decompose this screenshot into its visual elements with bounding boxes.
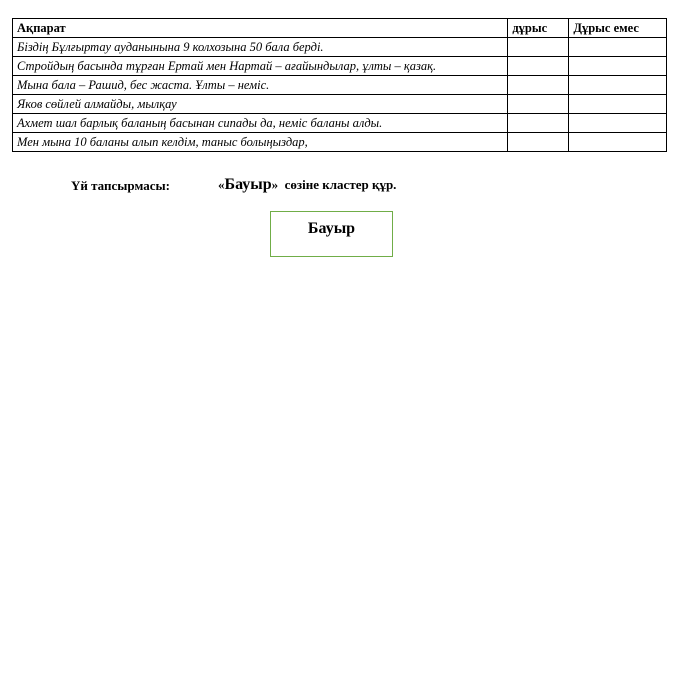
- homework-task: [218, 175, 396, 195]
- table-row: [13, 38, 667, 57]
- false-answer-cell[interactable]: [569, 57, 667, 76]
- table-row: [13, 76, 667, 95]
- homework-word: Бауыр: [224, 176, 272, 193]
- false-answer-cell[interactable]: [569, 114, 667, 133]
- table-row: [13, 95, 667, 114]
- false-answer-cell[interactable]: [569, 38, 667, 57]
- cluster-box: [270, 211, 393, 257]
- statement-cell: Мына бала – Рашид, бес жаста. Ұлты – неміс.: [13, 76, 508, 95]
- header-info: Ақпарат: [13, 19, 508, 38]
- table-row: [13, 114, 667, 133]
- false-answer-cell[interactable]: [569, 95, 667, 114]
- statement-cell: Яков сөйлей алмайды, мылқау: [13, 95, 508, 114]
- homework-label: Үй тапсырмасы:: [71, 178, 170, 193]
- statement-cell: Ахмет шал барлық баланың басынан сипады да, неміс баланы алды.: [13, 114, 508, 133]
- homework-instruction: сөзіне кластер құр.: [284, 177, 397, 192]
- header-true: дұрыс: [508, 19, 569, 38]
- table-row: [13, 57, 667, 76]
- cluster-center-word: Бауыр: [307, 220, 356, 237]
- true-answer-cell[interactable]: [508, 114, 569, 133]
- statements-table: [12, 18, 667, 152]
- false-answer-cell[interactable]: [569, 133, 667, 152]
- statement-cell: Стройдың басында тұрған Ертай мен Нартай – ағайындылар, ұлты – қазақ.: [13, 57, 508, 76]
- true-answer-cell[interactable]: [508, 95, 569, 114]
- quote-open: «: [218, 177, 225, 192]
- false-answer-cell[interactable]: [569, 76, 667, 95]
- true-answer-cell[interactable]: [508, 38, 569, 57]
- table-header-row: [13, 19, 667, 38]
- true-answer-cell[interactable]: [508, 76, 569, 95]
- table-row: [13, 133, 667, 152]
- quote-close: »: [271, 177, 279, 192]
- statement-cell: Мен мына 10 баланы алып келдім, таныс болыңыздар,: [13, 133, 508, 152]
- true-answer-cell[interactable]: [508, 57, 569, 76]
- statement-cell: Біздің Бұлғыртау ауданынына 9 колхозына 50 бала берді.: [13, 38, 508, 57]
- true-answer-cell[interactable]: [508, 133, 569, 152]
- header-false: Дұрыс емес: [569, 19, 667, 38]
